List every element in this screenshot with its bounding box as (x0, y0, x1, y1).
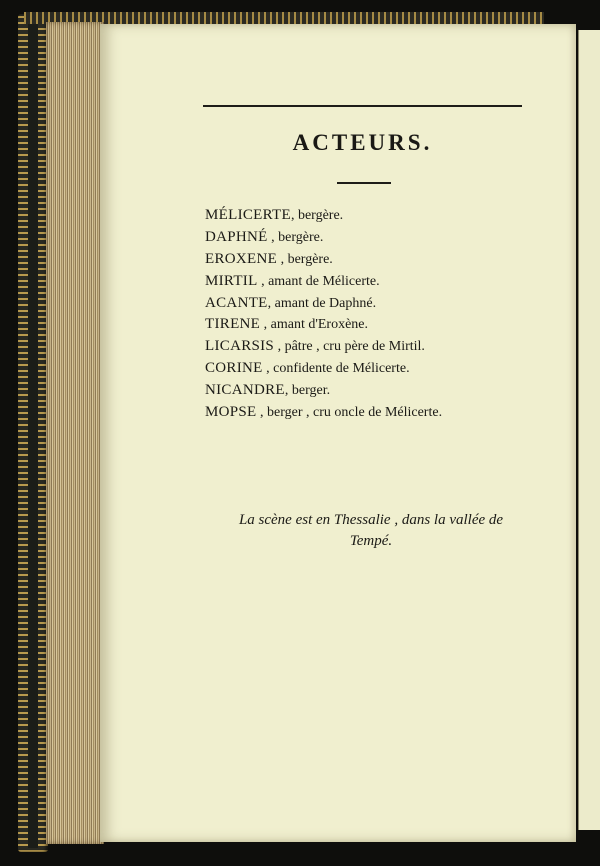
cast-name: ACANTE (205, 294, 268, 311)
page-title: ACTEURS. (292, 130, 433, 155)
scene-setting-line-2: Tempé. (349, 533, 393, 549)
cast-role: , berger , cru oncle de Mélicerte. (256, 405, 443, 421)
cast-role: , pâtre , cru père de Mirtil. (274, 339, 425, 355)
list-item (205, 336, 525, 358)
title-underline (337, 182, 391, 184)
cast-name: LICARSIS (205, 338, 275, 355)
list-item (205, 227, 525, 249)
cast-name: EROXENE (205, 250, 278, 267)
cast-list (205, 205, 525, 424)
cast-name: MÉLICERTE (205, 207, 291, 223)
cast-role: , amant de Daphné. (267, 295, 377, 311)
cast-role: , berger. (284, 383, 331, 399)
scene-setting-line-1: La scène est en Thessalie , dans la vallée de (238, 512, 504, 528)
list-item (205, 293, 525, 315)
cast-role: , bergère. (277, 251, 333, 267)
list-item (205, 358, 525, 380)
cast-name: MOPSE (205, 404, 257, 421)
cast-role: , amant de Mélicerte. (257, 273, 380, 289)
cast-name: CORINE (205, 360, 263, 377)
cast-role: , bergère. (267, 229, 324, 245)
cast-name: MIRTIL (205, 272, 258, 289)
list-item (205, 314, 525, 336)
cast-role: , amant d'Eroxène. (260, 317, 368, 333)
top-rule (203, 105, 522, 107)
list-item (205, 205, 525, 227)
binding-spine-shadow (28, 18, 38, 848)
cast-name: DAPHNÉ (205, 228, 268, 245)
cast-role: , bergère. (290, 208, 344, 223)
cast-role: , confidente de Mélicerte. (262, 361, 410, 377)
cast-name: NICANDRE (205, 382, 285, 399)
list-item (205, 271, 525, 293)
page-edges (46, 22, 104, 844)
list-item (205, 249, 525, 271)
list-item (205, 402, 525, 424)
cast-name: TIRENE (205, 316, 261, 333)
facing-page-edge (578, 30, 600, 830)
scene-setting (205, 510, 537, 552)
list-item (205, 380, 525, 402)
